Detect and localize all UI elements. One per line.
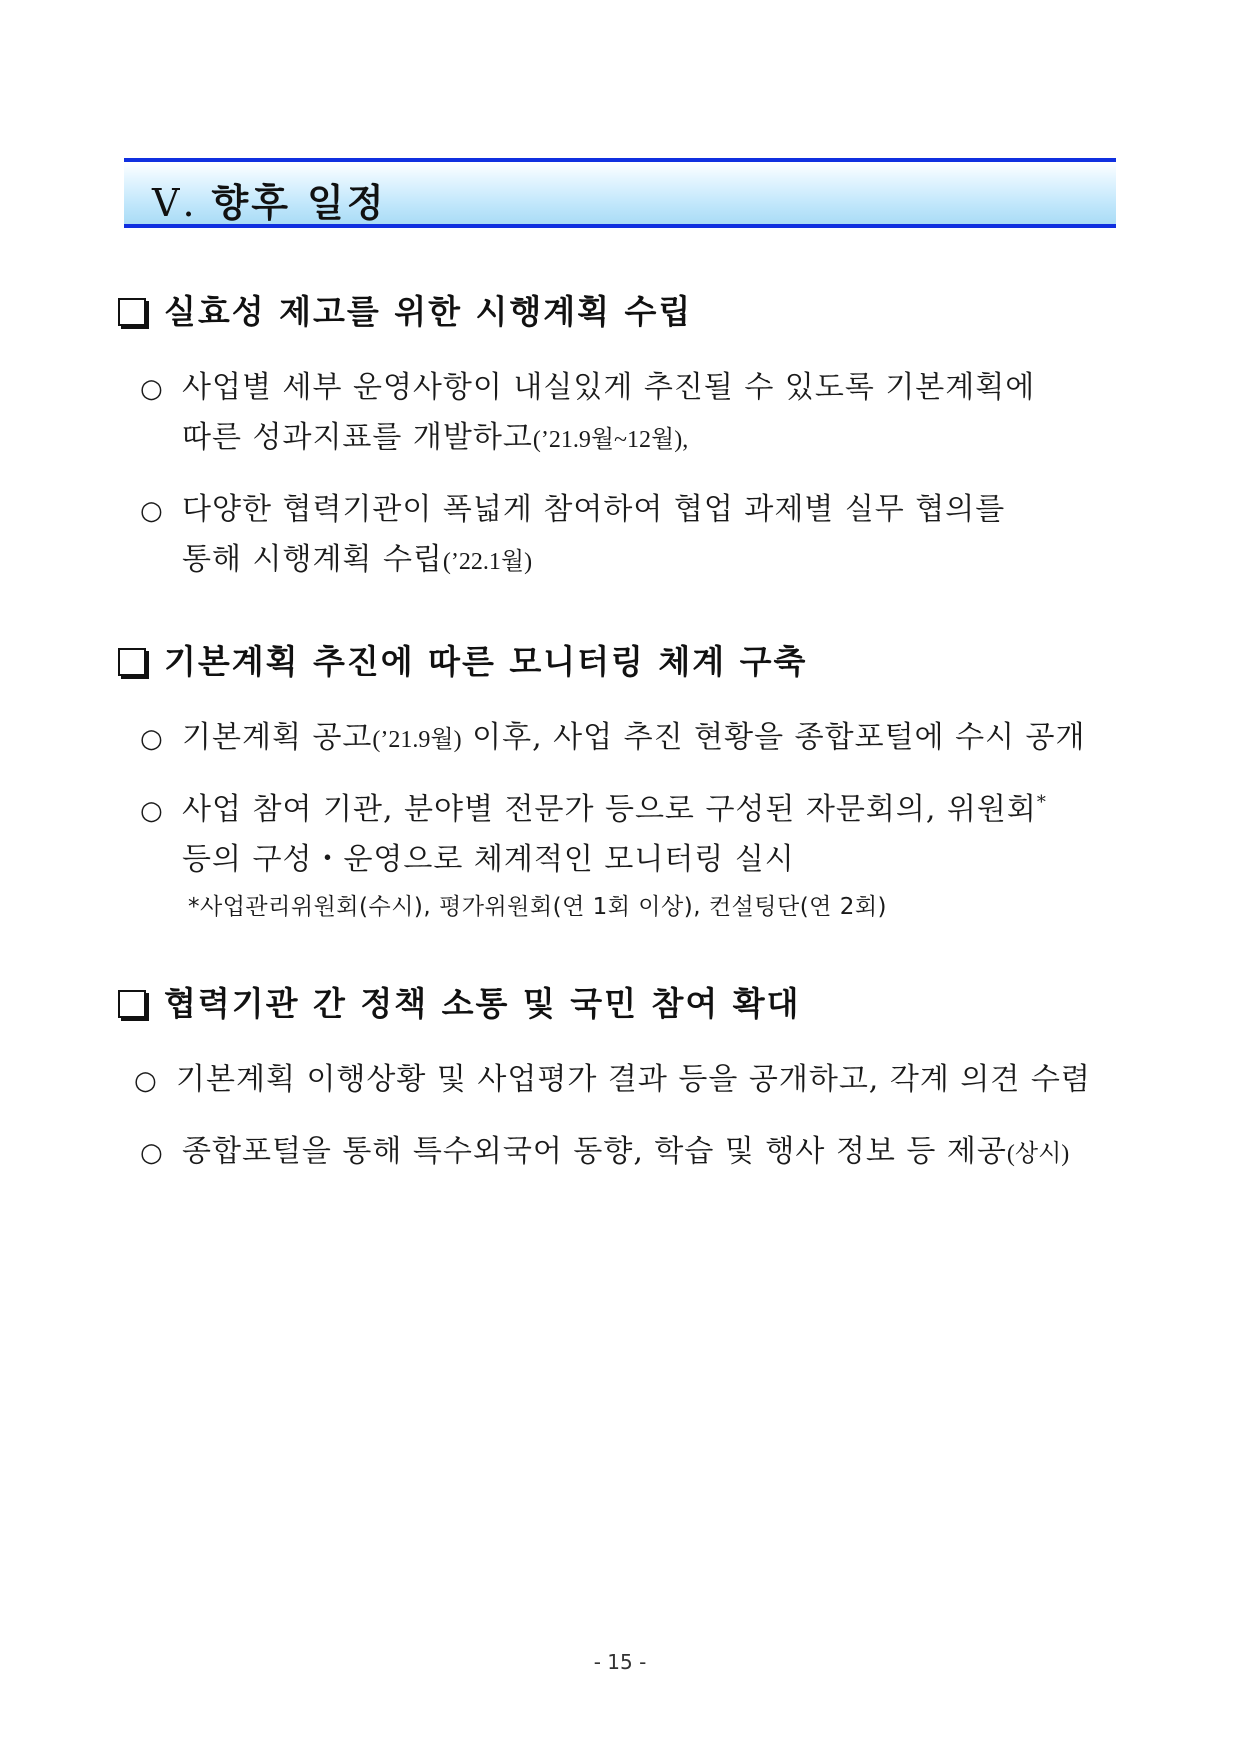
circle-bullet-icon: ○ — [140, 1138, 164, 1168]
bullet-note: (’21.9월~12월), — [532, 427, 689, 453]
bullet-continuation — [182, 834, 795, 878]
bullet-item — [140, 362, 1035, 406]
section-heading-text: 협력기관 간 정책 소통 및 국민 참여 확대 — [164, 984, 801, 1023]
checkbox-icon — [118, 298, 146, 326]
bullet-text: 등의 구성・운영으로 체계적인 모니터링 실시 — [182, 842, 795, 877]
section-heading-1 — [118, 286, 692, 333]
bullet-text: 기본계획 공고 — [182, 720, 373, 755]
bullet-note: (’22.1월) — [442, 549, 533, 575]
bullet-text: 다양한 협력기관이 폭넓게 참여하여 협업 과제별 실무 협의를 — [182, 492, 1006, 527]
footnote: *사업관리위원회(수시), 평가위원회(연 1회 이상), 컨설팅단(연 2회) — [188, 894, 888, 920]
bullet-item — [140, 712, 1086, 756]
bullet-text: 통해 시행계획 수립 — [182, 542, 443, 577]
checkbox-icon — [118, 648, 146, 676]
bullet-text: 종합포털을 통해 특수외국어 동향, 학습 및 행사 정보 등 제공 — [182, 1134, 1007, 1169]
bullet-item — [134, 1054, 1091, 1098]
bullet-continuation — [182, 534, 532, 578]
bullet-note: (상시) — [1006, 1141, 1070, 1167]
section-heading-text: 실효성 제고를 위한 시행계획 수립 — [164, 292, 693, 331]
bullet-note: (’21.9월) — [372, 727, 462, 753]
circle-bullet-icon: ○ — [140, 374, 164, 404]
section-title-banner — [124, 158, 1116, 228]
bullet-text: 사업 참여 기관, 분야별 전문가 등으로 구성된 자문회의, 위원회 — [182, 792, 1037, 827]
bullet-item — [140, 1126, 1069, 1170]
circle-bullet-icon: ○ — [134, 1066, 158, 1096]
bullet-text: 이후, 사업 추진 현황을 종합포털에 수시 공개 — [461, 720, 1086, 755]
bullet-text: 따른 성과지표를 개발하고 — [182, 420, 533, 455]
page-number: - 15 - — [593, 1650, 647, 1674]
section-heading-text: 기본계획 추진에 따른 모니터링 체계 구축 — [164, 642, 808, 681]
bullet-text: 기본계획 이행상황 및 사업평가 결과 등을 공개하고, 각계 의견 수렴 — [176, 1062, 1091, 1097]
title-text: 향후 일정 — [211, 181, 387, 225]
section-heading-3 — [118, 978, 800, 1025]
footnote-marker: * — [1036, 792, 1047, 813]
page-title — [152, 172, 387, 227]
section-heading-2 — [118, 636, 807, 683]
bullet-item — [140, 484, 1005, 528]
bullet-continuation — [182, 412, 688, 456]
circle-bullet-icon: ○ — [140, 796, 164, 826]
bullet-item — [140, 784, 1047, 828]
bullet-text: 사업별 세부 운영사항이 내실있게 추진될 수 있도록 기본계획에 — [182, 370, 1036, 405]
circle-bullet-icon: ○ — [140, 724, 164, 754]
checkbox-icon — [118, 990, 146, 1018]
title-numeral: Ⅴ. — [152, 181, 198, 225]
circle-bullet-icon: ○ — [140, 496, 164, 526]
